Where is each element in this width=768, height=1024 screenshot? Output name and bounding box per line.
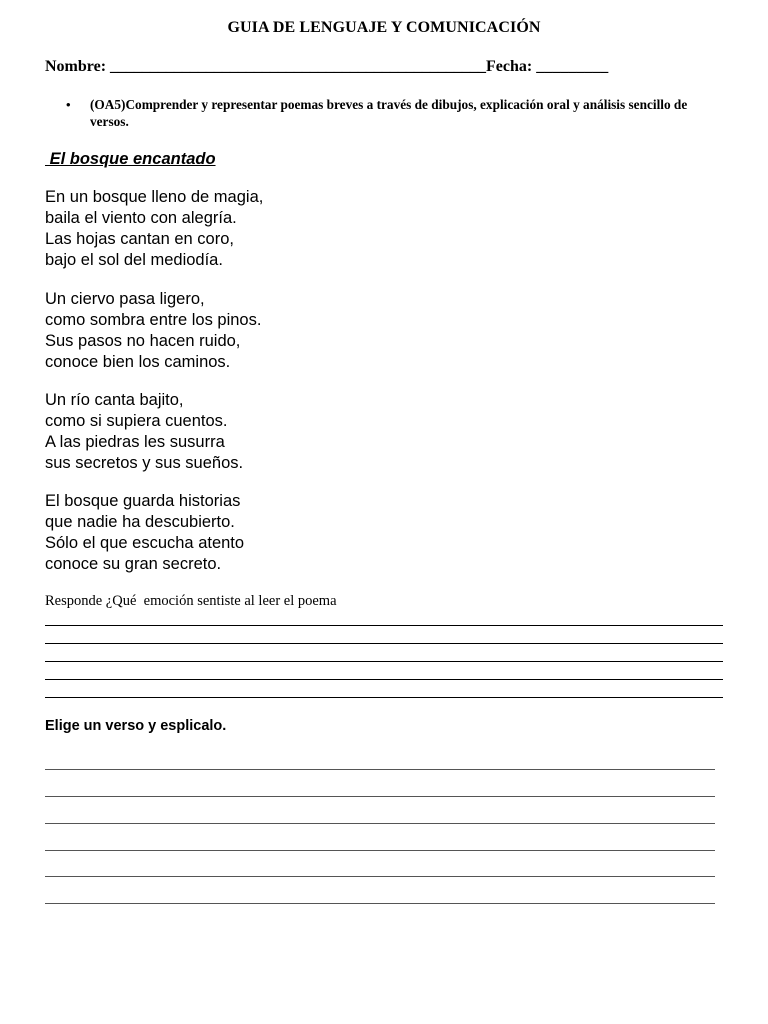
- answer-line[interactable]: [45, 796, 715, 797]
- answer-line[interactable]: [45, 661, 723, 662]
- answer-line[interactable]: [45, 823, 715, 824]
- poem-verse: baila el viento con alegría.: [45, 209, 237, 227]
- poem-verse: conoce bien los caminos.: [45, 353, 231, 371]
- poem-verse: Sólo el que escucha atento: [45, 534, 245, 552]
- question-emotion: Responde ¿Qué emoción sentiste al leer el poema: [45, 593, 337, 609]
- poem-verse: En un bosque lleno de magia,: [45, 188, 264, 206]
- poem-verse: como sombra entre los pinos.: [45, 311, 262, 329]
- name-date-line: Nombre: _______________________________________________Fecha: _________: [45, 58, 609, 75]
- poem-verse: A las piedras les susurra: [45, 433, 225, 451]
- poem-verse: conoce su gran secreto.: [45, 555, 222, 573]
- poem-verse: Un río canta bajito,: [45, 391, 184, 409]
- objective-text: (OA5)Comprender y representar poemas breves a través de dibujos, explicación oral y análisis sencillo de versos.: [90, 97, 688, 129]
- poem-stanza: [45, 289, 261, 373]
- poem-verse: El bosque guarda historias: [45, 492, 241, 510]
- page-title: GUIA DE LENGUAJE Y COMUNICACIÓN: [227, 19, 541, 36]
- poem-verse: como si supiera cuentos.: [45, 412, 228, 430]
- answer-line[interactable]: [45, 697, 723, 698]
- poem-verse: Un ciervo pasa ligero,: [45, 290, 205, 308]
- poem-stanza: [45, 187, 263, 271]
- question-verse: Elige un verso y esplicalo.: [45, 718, 227, 734]
- objective-item: [66, 96, 716, 130]
- answer-line[interactable]: [45, 850, 715, 851]
- poem-verse: bajo el sol del mediodía.: [45, 251, 223, 269]
- poem-stanza: [45, 390, 243, 474]
- bullet-icon: •: [66, 97, 71, 112]
- poem-verse: Las hojas cantan en coro,: [45, 230, 234, 248]
- answer-line[interactable]: [45, 643, 723, 644]
- answer-line[interactable]: [45, 679, 723, 680]
- poem-title: El bosque encantado: [45, 150, 216, 168]
- answer-line[interactable]: [45, 769, 715, 770]
- poem-verse: que nadie ha descubierto.: [45, 513, 235, 531]
- answer-line[interactable]: [45, 625, 723, 626]
- poem-verse: Sus pasos no hacen ruido,: [45, 332, 241, 350]
- answer-line[interactable]: [45, 876, 715, 877]
- answer-line[interactable]: [45, 903, 715, 904]
- poem-verse: sus secretos y sus sueños.: [45, 454, 244, 472]
- poem-stanza: [45, 491, 244, 575]
